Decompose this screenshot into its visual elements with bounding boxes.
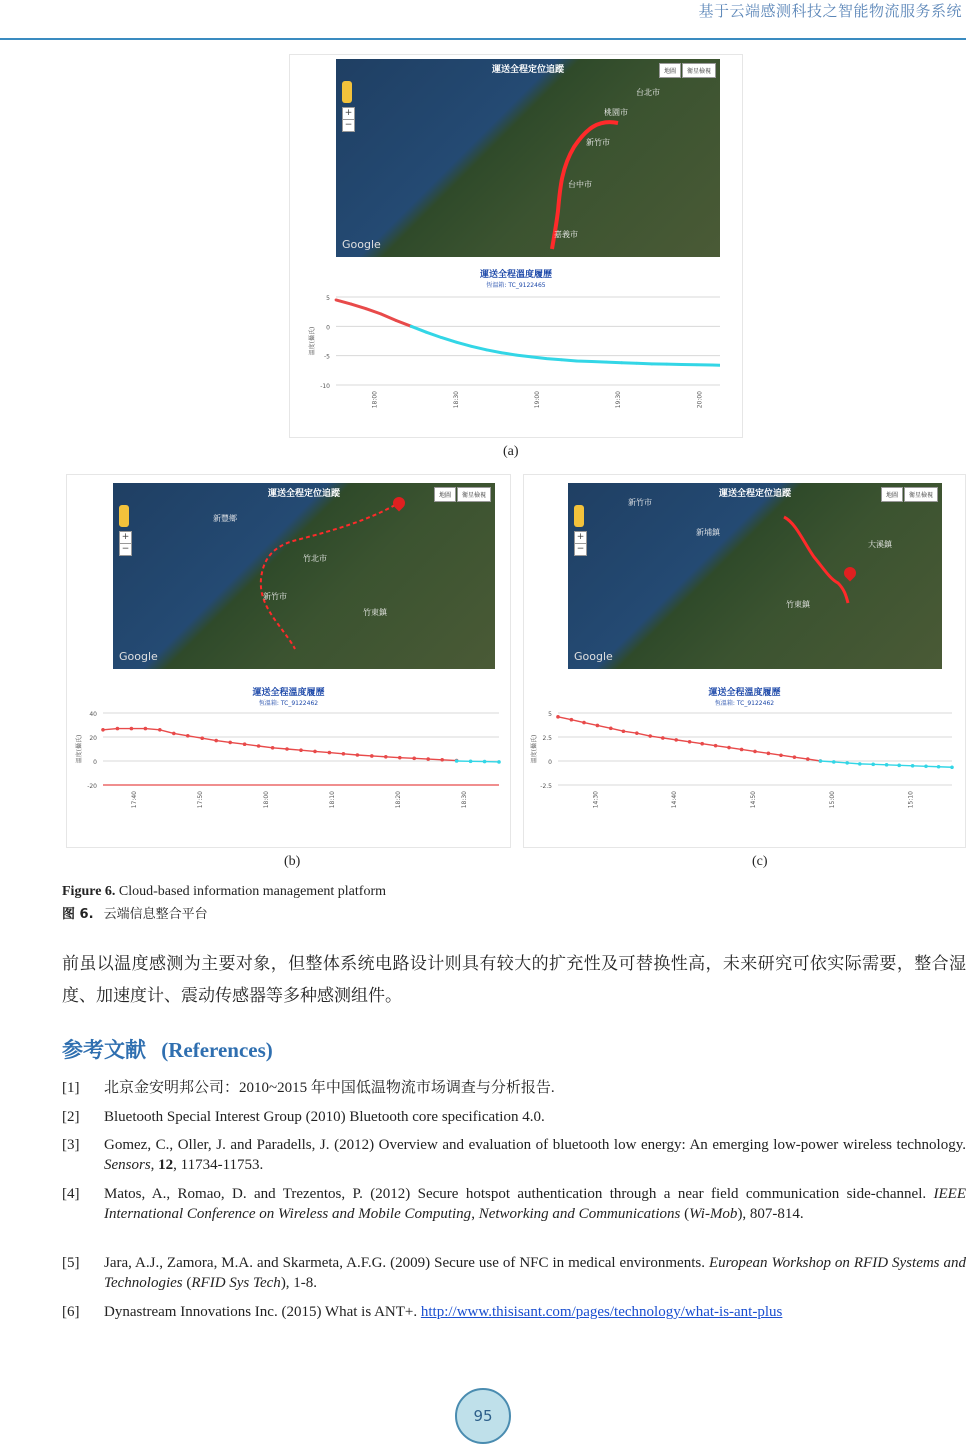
data-point xyxy=(560,358,563,361)
data-point xyxy=(228,741,232,745)
data-point xyxy=(556,715,560,719)
route-path xyxy=(336,59,720,257)
ref-journal: Sensors xyxy=(104,1157,151,1173)
map-panel-b[interactable] xyxy=(113,483,495,669)
data-point xyxy=(515,354,518,357)
data-point xyxy=(172,732,176,736)
x-tick-label: 18:00 xyxy=(371,391,379,409)
google-logo: Google xyxy=(342,238,381,251)
data-point xyxy=(545,357,548,360)
reference-text xyxy=(104,1184,966,1224)
data-point xyxy=(609,727,613,731)
figure-caption-cn xyxy=(62,903,208,922)
data-point xyxy=(440,758,444,762)
zoom-out-button[interactable]: − xyxy=(574,543,587,556)
series-line xyxy=(336,300,411,326)
data-point xyxy=(370,754,374,758)
figure-caption-en xyxy=(62,884,386,900)
data-point xyxy=(335,299,338,302)
figure-caption-cn-label: 图 6. xyxy=(62,907,94,922)
series-line xyxy=(411,326,720,365)
data-point xyxy=(871,763,875,767)
header-rule xyxy=(0,38,966,40)
map-label: 竹北市 xyxy=(303,554,327,563)
data-point xyxy=(779,753,783,757)
data-point xyxy=(342,752,346,756)
data-point xyxy=(937,765,941,769)
references-heading xyxy=(62,1034,273,1064)
data-point xyxy=(740,748,744,752)
data-point xyxy=(130,727,134,731)
data-point xyxy=(753,750,757,754)
data-point xyxy=(858,762,862,766)
ref-paren: ( xyxy=(680,1206,690,1222)
data-point xyxy=(116,727,120,731)
x-tick-label: 19:00 xyxy=(534,391,541,409)
reference-number: [1] xyxy=(62,1080,80,1096)
data-point xyxy=(674,738,678,742)
figure-caption-en-label: Figure 6. xyxy=(62,884,116,899)
map-title: 運送全程定位追蹤 xyxy=(718,489,791,499)
y-tick-label: -10 xyxy=(320,383,330,390)
ref-journal: European Workshop on RFID Systems and Technologies xyxy=(104,1255,966,1291)
route-path xyxy=(113,483,495,669)
map-type-satellite[interactable]: 衛星檢視 xyxy=(904,487,938,502)
page-number-badge: 95 xyxy=(455,1388,511,1444)
data-point xyxy=(650,362,653,365)
data-point xyxy=(158,728,162,732)
reference-link[interactable]: http://www.thisisant.com/pages/technology/what-is-ant-plus xyxy=(420,1304,783,1320)
references-heading-en: (References) xyxy=(161,1038,273,1062)
google-logo: Google xyxy=(119,650,158,663)
data-point xyxy=(575,360,578,363)
map-label: 桃園市 xyxy=(604,108,628,117)
ref-volume: 12 xyxy=(158,1157,174,1173)
running-head: 基于云端感测科技之智能物流服务系统 xyxy=(698,4,962,20)
chart-title: 運送全程溫度履歷 xyxy=(252,688,325,698)
ref-sep: , xyxy=(471,1206,479,1222)
ref-pages: , 11734-11753. xyxy=(173,1157,264,1173)
x-tick-label: 14:40 xyxy=(671,791,679,809)
zoom-in-button[interactable]: + xyxy=(574,531,587,544)
map-label: 嘉義市 xyxy=(554,230,578,239)
x-tick-label: 18:10 xyxy=(329,791,336,809)
y-tick-label: 40 xyxy=(89,711,97,718)
panel-label-b: (b) xyxy=(284,854,301,869)
references-heading-cn: 参考文献 xyxy=(62,1038,146,1062)
data-point xyxy=(596,724,600,728)
temperature-chart-b xyxy=(67,707,507,843)
data-point xyxy=(661,736,665,740)
data-point xyxy=(380,313,383,316)
data-point xyxy=(470,345,473,348)
x-tick-label: 15:10 xyxy=(907,791,915,809)
reference-number: [5] xyxy=(62,1255,80,1271)
x-tick-label: 18:20 xyxy=(395,791,402,809)
data-point xyxy=(271,746,275,750)
zoom-in-button[interactable]: + xyxy=(119,531,132,544)
route-path xyxy=(568,483,942,669)
map-type-satellite[interactable]: 衛星檢視 xyxy=(457,487,491,502)
data-point xyxy=(582,721,586,725)
y-tick-label: 20 xyxy=(89,735,97,742)
data-point xyxy=(483,760,487,764)
figure-caption-en-text: Cloud-based information management platform xyxy=(118,884,386,899)
figure-panel-c xyxy=(523,474,966,848)
ref-paren: ( xyxy=(182,1275,192,1291)
chart-title: 運送全程溫度履歷 xyxy=(708,688,781,698)
map-label: 竹東鎮 xyxy=(786,600,810,609)
y-tick-label: 0 xyxy=(326,324,330,332)
figure-panel-a xyxy=(289,54,743,438)
data-point xyxy=(398,756,402,760)
data-point xyxy=(897,764,901,768)
data-point xyxy=(530,355,533,358)
ref-journal: IEEE International Conference on Wireless and Mobile Computing xyxy=(104,1186,966,1222)
data-point xyxy=(714,744,718,748)
data-point xyxy=(365,307,368,310)
map-label: 新竹市 xyxy=(586,138,610,147)
data-point xyxy=(711,364,714,367)
data-point xyxy=(455,759,459,763)
data-point xyxy=(500,351,503,354)
x-tick-label: 18:30 xyxy=(461,791,468,809)
chart-subtitle: 恆溫箱: TC_9122465 xyxy=(486,282,546,289)
data-point xyxy=(648,734,652,738)
ref-abbr: Wi-Mob xyxy=(689,1206,738,1222)
data-point xyxy=(455,341,458,344)
data-point xyxy=(767,752,771,756)
reference-text xyxy=(104,1253,966,1293)
ref-authors-title: Dynastream Innovations Inc. (2015) What is ANT+. xyxy=(104,1304,421,1320)
reference-item xyxy=(62,1078,966,1098)
data-point xyxy=(313,750,317,754)
data-point xyxy=(680,363,683,366)
map-type-map[interactable]: 地圖 xyxy=(881,487,903,502)
data-point xyxy=(144,727,148,731)
data-point xyxy=(328,751,332,755)
reference-text: Bluetooth Special Interest Group (2010) Bluetooth core specification 4.0. xyxy=(104,1109,545,1125)
map-title: 運送全程定位追蹤 xyxy=(491,65,564,75)
y-axis-label: 溫度(攝氏) xyxy=(531,734,538,764)
data-point xyxy=(635,362,638,365)
temperature-chart-c xyxy=(524,707,964,843)
google-logo: Google xyxy=(574,650,613,663)
map-type-map[interactable]: 地圖 xyxy=(434,487,456,502)
zoom-out-button[interactable]: − xyxy=(119,543,132,556)
data-point xyxy=(590,360,593,363)
reference-number: [2] xyxy=(62,1109,80,1125)
series-line xyxy=(103,729,457,761)
data-point xyxy=(688,740,692,744)
data-point xyxy=(410,325,413,328)
data-point xyxy=(635,731,639,735)
data-point xyxy=(819,759,823,763)
y-tick-label: -2.5 xyxy=(540,783,552,790)
ref-journal-cont: Networking and Communications xyxy=(478,1206,681,1222)
data-point xyxy=(101,728,105,732)
reference-number: [4] xyxy=(62,1186,80,1202)
map-title: 運送全程定位追蹤 xyxy=(267,489,340,499)
ref-pages: ), 807-814. xyxy=(737,1206,804,1222)
map-label: 新埔鎮 xyxy=(696,528,720,537)
ref-authors-title: Jara, A.J., Zamora, M.A. and Skarmeta, A.F.G. (2009) Secure use of NFC in medical environments. xyxy=(104,1255,709,1271)
data-point xyxy=(911,764,915,768)
x-tick-label: 20:00 xyxy=(696,391,704,409)
series-line xyxy=(457,761,499,762)
x-tick-label: 14:50 xyxy=(750,791,757,809)
reference-text: 北京金安明邦公司：2010~2015 年中国低温物流市场调查与分析报告. xyxy=(104,1080,555,1096)
data-point xyxy=(200,736,204,740)
ref-authors-title: Matos, A., Romao, D. and Trezentos, P. (2012) Secure hotspot authentication through a near field communication side-channel. xyxy=(104,1186,934,1202)
panel-label-a: (a) xyxy=(503,444,519,459)
map-panel-a[interactable] xyxy=(336,59,720,257)
figure-caption-cn-text: 云端信息整合平台 xyxy=(103,907,208,922)
data-point xyxy=(425,331,428,334)
map-label: 台北市 xyxy=(636,88,660,97)
y-tick-label: 0 xyxy=(548,759,552,766)
chart-subtitle: 恆溫箱: TC_9122462 xyxy=(258,700,319,707)
y-axis-label: 溫度(攝氏) xyxy=(76,734,83,764)
data-point xyxy=(885,763,889,767)
data-point xyxy=(497,760,501,764)
x-tick-label: 17:50 xyxy=(197,791,204,809)
data-point xyxy=(469,760,473,764)
data-point xyxy=(727,746,731,750)
y-tick-label: 5 xyxy=(326,295,330,302)
data-point xyxy=(214,739,218,743)
chart-title: 運送全程溫度履歷 xyxy=(479,270,552,280)
x-tick-label: 18:30 xyxy=(452,391,460,409)
data-point xyxy=(665,363,668,366)
data-point xyxy=(832,760,836,764)
data-point xyxy=(350,303,353,306)
reference-item xyxy=(62,1253,966,1293)
data-point xyxy=(793,755,797,759)
data-point xyxy=(412,757,416,761)
y-tick-label: -20 xyxy=(87,783,97,790)
data-point xyxy=(695,363,698,366)
zoom-in-button[interactable]: + xyxy=(342,107,355,120)
y-tick-label: 5 xyxy=(548,711,552,718)
data-point xyxy=(257,744,261,748)
reference-item xyxy=(62,1135,966,1175)
reference-item xyxy=(62,1184,966,1224)
data-point xyxy=(924,764,928,768)
data-point xyxy=(622,729,626,733)
reference-number: [3] xyxy=(62,1137,80,1153)
map-type-satellite[interactable]: 衛星檢視 xyxy=(682,63,716,78)
data-point xyxy=(620,361,623,364)
data-point xyxy=(806,757,810,761)
y-tick-label: 2.5 xyxy=(542,735,552,742)
map-panel-c[interactable] xyxy=(568,483,942,669)
ref-pages: ), 1-8. xyxy=(280,1275,318,1291)
temperature-chart-a xyxy=(290,289,720,429)
reference-text xyxy=(104,1135,966,1175)
data-point xyxy=(384,755,388,759)
data-point xyxy=(845,761,849,765)
map-label: 台中市 xyxy=(568,180,592,189)
reference-item xyxy=(62,1107,966,1127)
data-point xyxy=(186,734,190,738)
x-tick-label: 15:00 xyxy=(828,791,836,809)
data-point xyxy=(570,718,574,722)
x-tick-label: 19:30 xyxy=(615,391,623,409)
map-label: 新竹市 xyxy=(263,592,287,601)
reference-text xyxy=(104,1302,966,1322)
x-tick-label: 17:40 xyxy=(131,791,138,809)
y-tick-label: -5 xyxy=(324,353,330,361)
map-type-map[interactable]: 地圖 xyxy=(659,63,681,78)
panel-label-c: (c) xyxy=(752,854,768,869)
data-point xyxy=(356,753,360,757)
data-point xyxy=(485,348,488,351)
data-point xyxy=(285,747,289,751)
zoom-out-button[interactable]: − xyxy=(342,119,355,132)
x-tick-label: 14:30 xyxy=(592,791,600,809)
data-point xyxy=(605,361,608,364)
chart-subtitle: 恆溫箱: TC_9122462 xyxy=(714,700,775,707)
map-label: 新豐鄉 xyxy=(213,514,237,523)
map-label: 新竹市 xyxy=(628,498,652,507)
data-point xyxy=(243,742,247,746)
ref-authors-title: Gomez, C., Oller, J. and Paradells, J. (2012) Overview and evaluation of bluetooth low energy: An emerging low-power wireless technology. xyxy=(104,1137,966,1153)
body-paragraph: 前虽以温度感测为主要对象，但整体系统电路设计则具有较大的扩充性及可替换性高，未来研究可依实际需要，整合湿度、加速度计、震动传感器等多种感测组件。 xyxy=(62,954,966,1006)
data-point xyxy=(395,319,398,322)
figure-panel-b xyxy=(66,474,511,848)
data-point xyxy=(426,757,430,761)
reference-number: [6] xyxy=(62,1304,80,1320)
data-point xyxy=(299,748,303,752)
map-label: 大溪鎮 xyxy=(868,540,892,549)
data-point xyxy=(950,765,954,769)
x-tick-label: 18:00 xyxy=(263,791,270,809)
ref-abbr: RFID Sys Tech xyxy=(191,1275,281,1291)
y-tick-label: 0 xyxy=(93,759,97,766)
reference-item xyxy=(62,1302,966,1322)
y-axis-label: 溫度(攝氏) xyxy=(309,326,316,356)
data-point xyxy=(700,742,704,746)
map-label: 竹東鎮 xyxy=(363,608,387,617)
data-point xyxy=(440,336,443,339)
ref-sep: , xyxy=(150,1157,159,1173)
